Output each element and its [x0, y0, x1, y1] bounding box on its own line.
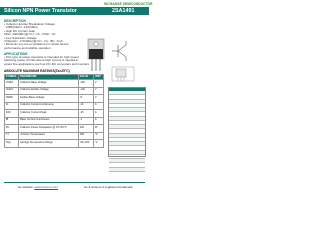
cell-symbol: VEBO — [5, 95, 19, 103]
cell-parameter: Collector Current-Continuous — [19, 102, 79, 110]
brand-name: INCHANGE SEMICONDUCTOR — [104, 2, 153, 6]
cell-value: 100 — [78, 125, 93, 133]
description-line: • High DC Current Gain — [4, 28, 36, 33]
description-list — [4, 23, 68, 50]
description-line: hFE= 1000(Min)@ IC= -7A ; VCE= -4V — [4, 32, 56, 37]
dimension-table — [108, 87, 146, 157]
cell-symbol: IB — [5, 117, 19, 125]
cell-parameter: Collector-Base Voltage — [19, 80, 79, 88]
table-row — [5, 80, 104, 88]
cell-symbol: IC — [5, 102, 19, 110]
description-line: VCE(sat)= -2.5V(Max)@ IC= -7A ; IB= -7mA — [4, 39, 63, 44]
part-number: 2SA1491 — [112, 8, 135, 14]
cell-symbol: ICM — [5, 110, 19, 118]
document-title: Silicon NPN Power Transistor — [4, 8, 77, 14]
cell-value: -140 — [78, 87, 93, 95]
cell-symbol: Tstg — [5, 140, 19, 148]
cell-unit: W — [94, 125, 104, 133]
cell-value: -10 — [78, 102, 93, 110]
cell-value: -140 — [78, 80, 93, 88]
cell-parameter: Collector-Emitter Voltage — [19, 87, 79, 95]
cell-parameter: Storage Temperature Range — [19, 140, 79, 148]
applications-heading: APPLICATIONS — [4, 52, 28, 56]
website-link[interactable]: www.iscsemi.com — [34, 185, 59, 189]
cell-parameter: Junction Temperature — [19, 132, 79, 140]
cell-unit: V — [94, 87, 104, 95]
table-row — [5, 117, 104, 125]
cell-symbol: VCBO — [5, 80, 19, 88]
cell-parameter: Base Current-Continuous — [19, 117, 79, 125]
cell-value: 150 — [78, 132, 93, 140]
table-row — [5, 95, 104, 103]
cell-unit: °C — [94, 132, 104, 140]
footer-website — [18, 185, 58, 189]
description-line: : V(BR)CEO= -140V(Min) — [4, 25, 38, 30]
application-line: power line applications such as DC-DC converters and inverters — [4, 61, 90, 66]
cell-value: -1 — [78, 117, 93, 125]
table-row — [5, 110, 104, 118]
cell-symbol: TJ — [5, 132, 19, 140]
table-row — [5, 132, 104, 140]
application-line: • This type of power transistor is intended for high speed — [4, 55, 79, 59]
table-row — [5, 125, 104, 133]
column-header: UNIT — [94, 75, 104, 80]
description-heading: DESCRIPTION — [4, 19, 26, 23]
column-header: PARAMETER — [19, 75, 79, 80]
description-line: performance and reliable operation — [4, 45, 51, 50]
cell-parameter: Emitter-Base Voltage — [19, 95, 79, 103]
cell-value: -15 — [78, 110, 93, 118]
description-line: • Low Saturation Voltage — [4, 35, 37, 40]
cell-parameter: Collector Power Dissipation @ TC=25°C — [19, 125, 79, 133]
cell-value: -5 — [78, 95, 93, 103]
description-line: • Minimum Lot-to-Lot variations for robust device — [4, 42, 69, 47]
column-header: VALUE — [78, 75, 93, 80]
cell-symbol: PC — [5, 125, 19, 133]
table-row — [5, 140, 104, 148]
footer-trademark: isc & iscsemi is registered trademark — [84, 185, 133, 189]
cell-unit: A — [94, 110, 104, 118]
cell-symbol: VCEO — [5, 87, 19, 95]
table-row — [5, 102, 104, 110]
footer-website-label: isc website: — [18, 185, 35, 189]
cell-value: -55~150 — [78, 140, 93, 148]
cell-unit: A — [94, 102, 104, 110]
cell-unit: °C — [94, 140, 104, 148]
dimension-row — [109, 168, 145, 172]
cell-parameter: Collector Current-Peak — [19, 110, 79, 118]
ratings-table — [4, 74, 104, 148]
cell-unit: V — [94, 80, 104, 88]
table-row — [5, 87, 104, 95]
application-line: switching power circuits where high current is needed in — [4, 58, 79, 63]
applications-list — [4, 56, 89, 66]
ratings-heading: ABSOLUTE MAXIMUM RATINGS(Ta=25°C) — [4, 69, 70, 73]
cell-unit: A — [94, 117, 104, 125]
description-line: • Collector-Emitter Breakdown Voltage — [4, 22, 55, 26]
column-header: SYMBOL — [5, 74, 17, 78]
cell-unit: V — [94, 95, 104, 103]
